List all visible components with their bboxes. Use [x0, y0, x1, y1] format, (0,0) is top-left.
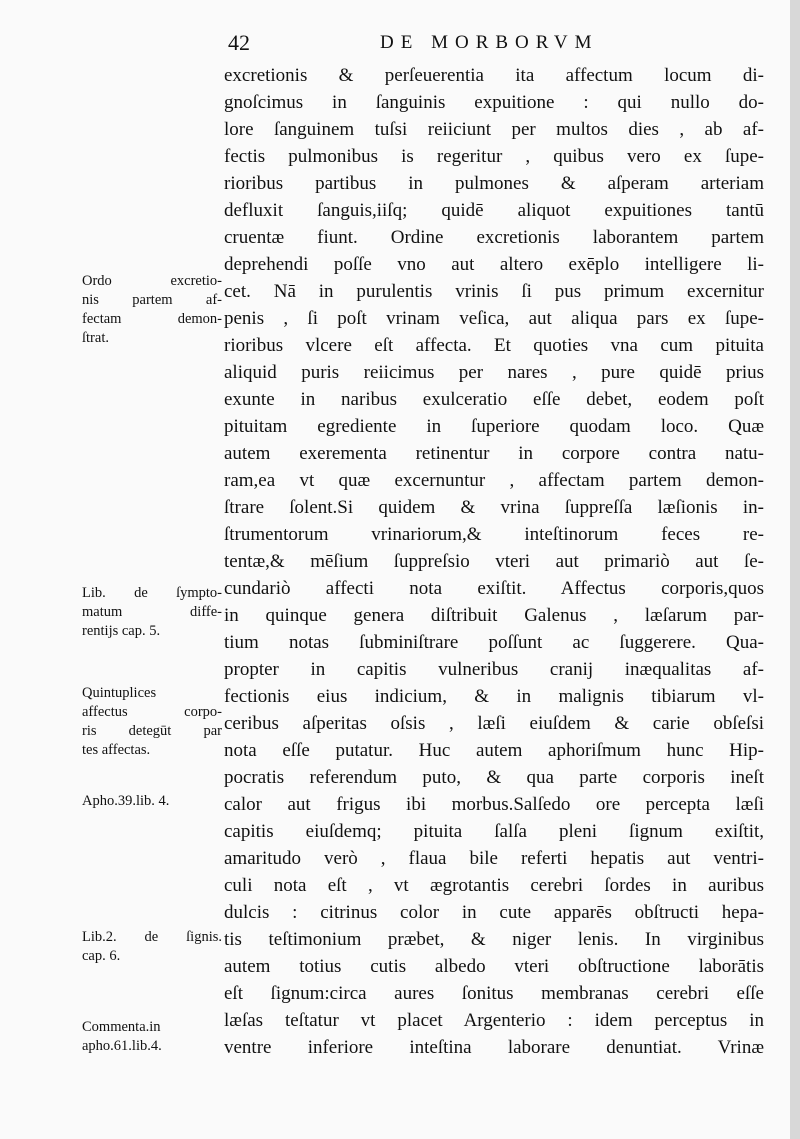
margin-note-line: Apho.39.lib. 4. — [82, 793, 170, 809]
text-line: rioribus partibus in pulmones & aſperam arteriam — [224, 173, 764, 194]
text-line: ceribus aſperitas oſsis , læſi eiuſdem & carie obſeſsi — [224, 713, 764, 734]
text-line: nota eſſe putatur. Huc autem aphoriſmum hunc Hip- — [224, 740, 764, 761]
text-line: tentæ,& mēſium ſuppreſsio vteri aut primariò aut ſe- — [224, 551, 764, 572]
running-head: DE MORBORVM — [380, 32, 599, 53]
text-line: capitis eiuſdemq; pituita ſalſa pleni ſignum exiſtit, — [224, 821, 764, 842]
margin-note-line: Lib. de ſympto- — [82, 585, 222, 601]
text-line: autem exerementa retinentur in corpore contra natu- — [224, 443, 764, 464]
margin-note-line: cap. 6. — [82, 948, 121, 964]
text-line: ſtrare ſolent.Si quidem & vrina ſuppreſſa læſionis in- — [224, 497, 764, 518]
text-line: penis , ſi poſt vrinam veſica, aut aliqua pars ex ſupe- — [224, 308, 764, 329]
text-line: lore ſanguinem tuſsi reiiciunt per multos dies , ab af- — [224, 119, 764, 140]
margin-note-line: apho.61.lib.4. — [82, 1038, 162, 1054]
text-line: pituitam egrediente in ſuperiore quodam loco. Quæ — [224, 416, 764, 437]
text-line: pocratis referendum puto, & qua parte corporis ineſt — [224, 767, 764, 788]
text-line: tium notas ſubminiſtrare poſſunt ac ſuggerere. Qua- — [224, 632, 764, 653]
text-line: cundariò affecti nota exiſtit. Affectus corporis,quos — [224, 578, 764, 599]
margin-note-line: affectus corpo- — [82, 704, 222, 720]
margin-note-commentary — [82, 1018, 222, 1056]
text-line: dulcis : citrinus color in cute apparēs obſtructi hepa- — [224, 902, 764, 923]
margin-note-line: Quintuplices — [82, 685, 157, 701]
text-line: gnoſcimus in ſanguinis expuitione : qui nullo do- — [224, 92, 764, 113]
margin-note-line: tes affectas. — [82, 742, 151, 758]
margin-note-line: Ordo excretio- — [82, 273, 222, 289]
text-line: exunte in naribus exulceratio eſſe debet, eodem poſt — [224, 389, 764, 410]
margin-note-line: rentijs cap. 5. — [82, 623, 161, 639]
text-line: culi nota eſt , vt ægrotantis cerebri ſordes in auribus — [224, 875, 764, 896]
margin-note-line: Lib.2. de ſignis. — [82, 929, 222, 945]
text-line: eſt ſignum:circa aures ſonitus membranas cerebri eſſe — [224, 983, 764, 1004]
text-line: rioribus vlcere eſt affecta. Et quoties vna cum pituita — [224, 335, 764, 356]
text-line: læſas teſtatur vt placet Argenterio : idem perceptus in — [224, 1010, 764, 1031]
text-line: excretionis & perſeuerentia ita affectum locum di- — [224, 65, 764, 86]
margin-note-lib-de-symptomatum — [82, 584, 222, 641]
margin-note-aphorism-reference — [82, 792, 222, 811]
margin-note-line: matum diffe- — [82, 604, 222, 620]
text-line: aliquid puris reiicimus per nares , pure quidē prius — [224, 362, 764, 383]
text-line: calor aut frigus ibi morbus.Salſedo ore percepta læſi — [224, 794, 764, 815]
text-line: deprehendi poſſe vno aut altero exēplo intelligere li- — [224, 254, 764, 275]
text-line: tis teſtimonium præbet, & niger lenis. In virginibus — [224, 929, 764, 950]
text-line: fectionis eius indicium, & in malignis tibiarum vl- — [224, 686, 764, 707]
text-line: cet. Nā in purulentis vrinis ſi pus primum excernitur — [224, 281, 764, 302]
text-line: ventre inferiore inteſtina laborare denuntiat. Vrinæ — [224, 1037, 764, 1058]
text-line: amaritudo verò , flaua bile referti hepatis aut ventri- — [224, 848, 764, 869]
margin-note-quintuplices — [82, 684, 222, 760]
text-line: cruentæ fiunt. Ordine excretionis laborantem partem — [224, 227, 764, 248]
text-line: in quinque genera diſtribuit Galenus , læſarum par- — [224, 605, 764, 626]
text-line: fectis pulmonibus is regeritur , quibus vero ex ſupe- — [224, 146, 764, 167]
text-line: autem totius cutis albedo vteri obſtructione laborātis — [224, 956, 764, 977]
margin-note-lib-de-signis — [82, 928, 222, 966]
page-edge-shadow — [790, 0, 800, 1139]
text-line: ram,ea vt quæ excernuntur , affectam partem demon- — [224, 470, 764, 491]
main-text-block — [224, 62, 764, 1061]
page-number: 42 — [228, 30, 250, 55]
margin-note-line: ris detegūt par — [82, 723, 222, 739]
margin-note-line: fectam demon- — [82, 311, 222, 327]
margin-note-line: Commenta.in — [82, 1019, 161, 1035]
margin-note-line: ſtrat. — [82, 330, 109, 346]
text-line: propter in capitis vulneribus cranij inæqualitas af- — [224, 659, 764, 680]
margin-note-line: nis partem af- — [82, 292, 222, 308]
margin-note-ordo-excretionis — [82, 272, 222, 348]
text-line: defluxit ſanguis,iiſq; quidē aliquot expuitiones tantū — [224, 200, 764, 221]
text-line: ſtrumentorum vrinariorum,& inteſtinorum feces re- — [224, 524, 764, 545]
